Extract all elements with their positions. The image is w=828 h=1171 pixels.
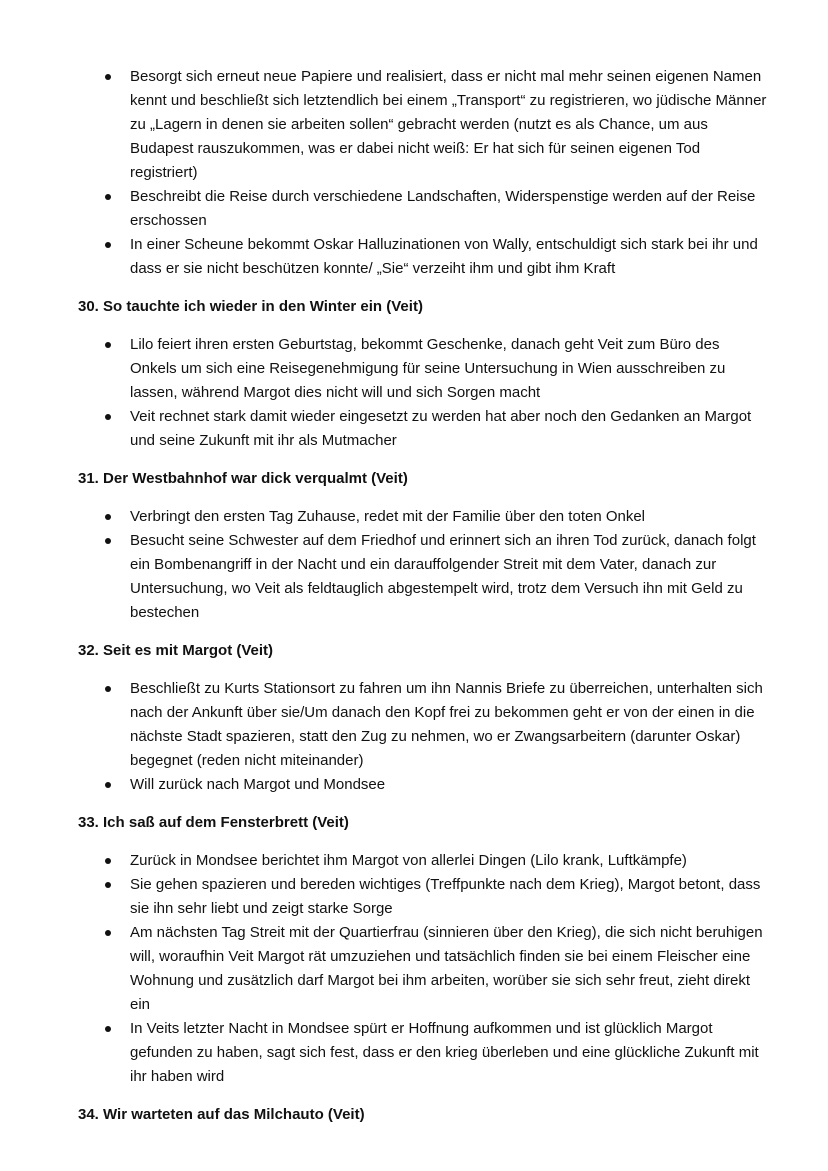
chapter-heading: 30. So tauchte ich wieder in den Winter ein (Veit) — [78, 298, 423, 315]
chapter-heading: 34. Wir warteten auf das Milchauto (Veit) — [78, 1106, 365, 1123]
list-item — [78, 405, 768, 453]
list-item — [78, 185, 768, 233]
bullet-dot-icon — [105, 74, 111, 80]
chapter-heading: 31. Der Westbahnhof war dick verqualmt (Veit) — [78, 470, 408, 487]
list-item-text: Besucht seine Schwester auf dem Friedhof und erinnert sich an ihren Tod zurück, danach folgt ein Bombenangriff in der Nacht und ein darauffolgender Streit mit dem Vater, danach zur Untersuchung, wo Veit als feldtauglich abgestempelt wird, trotz dem Versuch ihn mit Geld zu bestechen — [130, 532, 756, 621]
chapter-bullet-list — [78, 333, 768, 453]
chapter-bullet-list — [78, 505, 768, 625]
list-item-text: Beschließt zu Kurts Stationsort zu fahren um ihn Nannis Briefe zu überreichen, unterhalten sich nach der Ankunft über sie/Um danach den Kopf frei zu bekommen geht er von der einen in die nächste Stadt spazieren, statt den Zug zu nehmen, wo er Zwangsarbeitern (darunter Oskar) begegnet (reden nicht miteinander) — [130, 680, 763, 769]
list-item-text: Sie gehen spazieren und bereden wichtiges (Treffpunkte nach dem Krieg), Margot betont, dass sie ihn sehr liebt und zeigt starke Sorge — [130, 876, 761, 917]
bullet-dot-icon — [105, 882, 111, 888]
chapter-section — [78, 467, 768, 625]
chapter-sections — [78, 295, 768, 1127]
list-item — [78, 333, 768, 405]
chapter-heading: 33. Ich saß auf dem Fensterbrett (Veit) — [78, 814, 349, 831]
intro-bullet-list — [78, 65, 768, 281]
bullet-dot-icon — [105, 242, 111, 248]
list-item — [78, 505, 768, 529]
list-item — [78, 233, 768, 281]
bullet-dot-icon — [105, 194, 111, 200]
bullet-dot-icon — [105, 686, 111, 692]
bullet-dot-icon — [105, 782, 111, 788]
chapter-section — [78, 639, 768, 797]
list-item-text: Am nächsten Tag Streit mit der Quartierfrau (sinnieren über den Krieg), die sich nicht beruhigen will, woraufhin Veit Margot rät umzuziehen und tatsächlich finden sie bei einem Fleischer eine Wohnung und zusätzlich darf Margot bei ihm arbeiten, worüber sie sich sehr freut, zieht direkt ein — [130, 924, 763, 1013]
chapter-bullet-list — [78, 849, 768, 1089]
bullet-dot-icon — [105, 1026, 111, 1032]
bullet-dot-icon — [105, 342, 111, 348]
chapter-section — [78, 295, 768, 453]
list-item — [78, 773, 768, 797]
list-item-text: Will zurück nach Margot und Mondsee — [130, 776, 386, 793]
list-item-text: Beschreibt die Reise durch verschiedene Landschaften, Widerspenstige werden auf der Reise erschossen — [130, 188, 756, 229]
list-item — [78, 873, 768, 921]
bullet-dot-icon — [105, 538, 111, 544]
list-item-text: Verbringt den ersten Tag Zuhause, redet mit der Familie über den toten Onkel — [130, 508, 646, 525]
bullet-dot-icon — [105, 858, 111, 864]
list-item — [78, 1017, 768, 1089]
list-item — [78, 65, 768, 185]
list-item — [78, 529, 768, 625]
list-item-text: Veit rechnet stark damit wieder eingesetzt zu werden hat aber noch den Gedanken an Margot und seine Zukunft mit ihr als Mutmacher — [130, 408, 752, 449]
list-item — [78, 677, 768, 773]
list-item-text: Lilo feiert ihren ersten Geburtstag, bekommt Geschenke, danach geht Veit zum Büro des Onkels um sich eine Reisegenehmigung für seine Untersuchung in Wien ausschreiben zu lassen, während Margot dies nicht will und sich Sorgen macht — [130, 336, 726, 401]
bullet-dot-icon — [105, 930, 111, 936]
list-item-text: In Veits letzter Nacht in Mondsee spürt er Hoffnung aufkommen und ist glücklich Margot gefunden zu haben, sagt sich fest, dass er den krieg überleben und eine glückliche Zukunft mit ihr haben wird — [130, 1020, 759, 1085]
list-item-text: Zurück in Mondsee berichtet ihm Margot von allerlei Dingen (Lilo krank, Luftkämpfe) — [130, 852, 687, 869]
list-item-text: Besorgt sich erneut neue Papiere und realisiert, dass er nicht mal mehr seinen eigenen Namen kennt und beschließt sich letztendlich bei einem „Transport“ zu registrieren, wo jüdische Männer zu „Lagern in denen sie arbeiten sollen“ gebracht werden (nutzt es als Chance, um aus Budapest rauszukommen, was er dabei nicht weiß: Er hat sich für seinen eigenen Tod registriert) — [130, 68, 767, 181]
chapter-section — [78, 811, 768, 1089]
bullet-dot-icon — [105, 514, 111, 520]
list-item — [78, 849, 768, 873]
chapter-section — [78, 1103, 768, 1127]
chapter-heading: 32. Seit es mit Margot (Veit) — [78, 642, 274, 659]
list-item-text: In einer Scheune bekommt Oskar Halluzinationen von Wally, entschuldigt sich stark bei ihr und dass er sie nicht beschützen konnte/ „Sie“ verzeiht ihm und gibt ihm Kraft — [130, 236, 758, 277]
bullet-dot-icon — [105, 414, 111, 420]
list-item — [78, 921, 768, 1017]
chapter-bullet-list — [78, 677, 768, 797]
